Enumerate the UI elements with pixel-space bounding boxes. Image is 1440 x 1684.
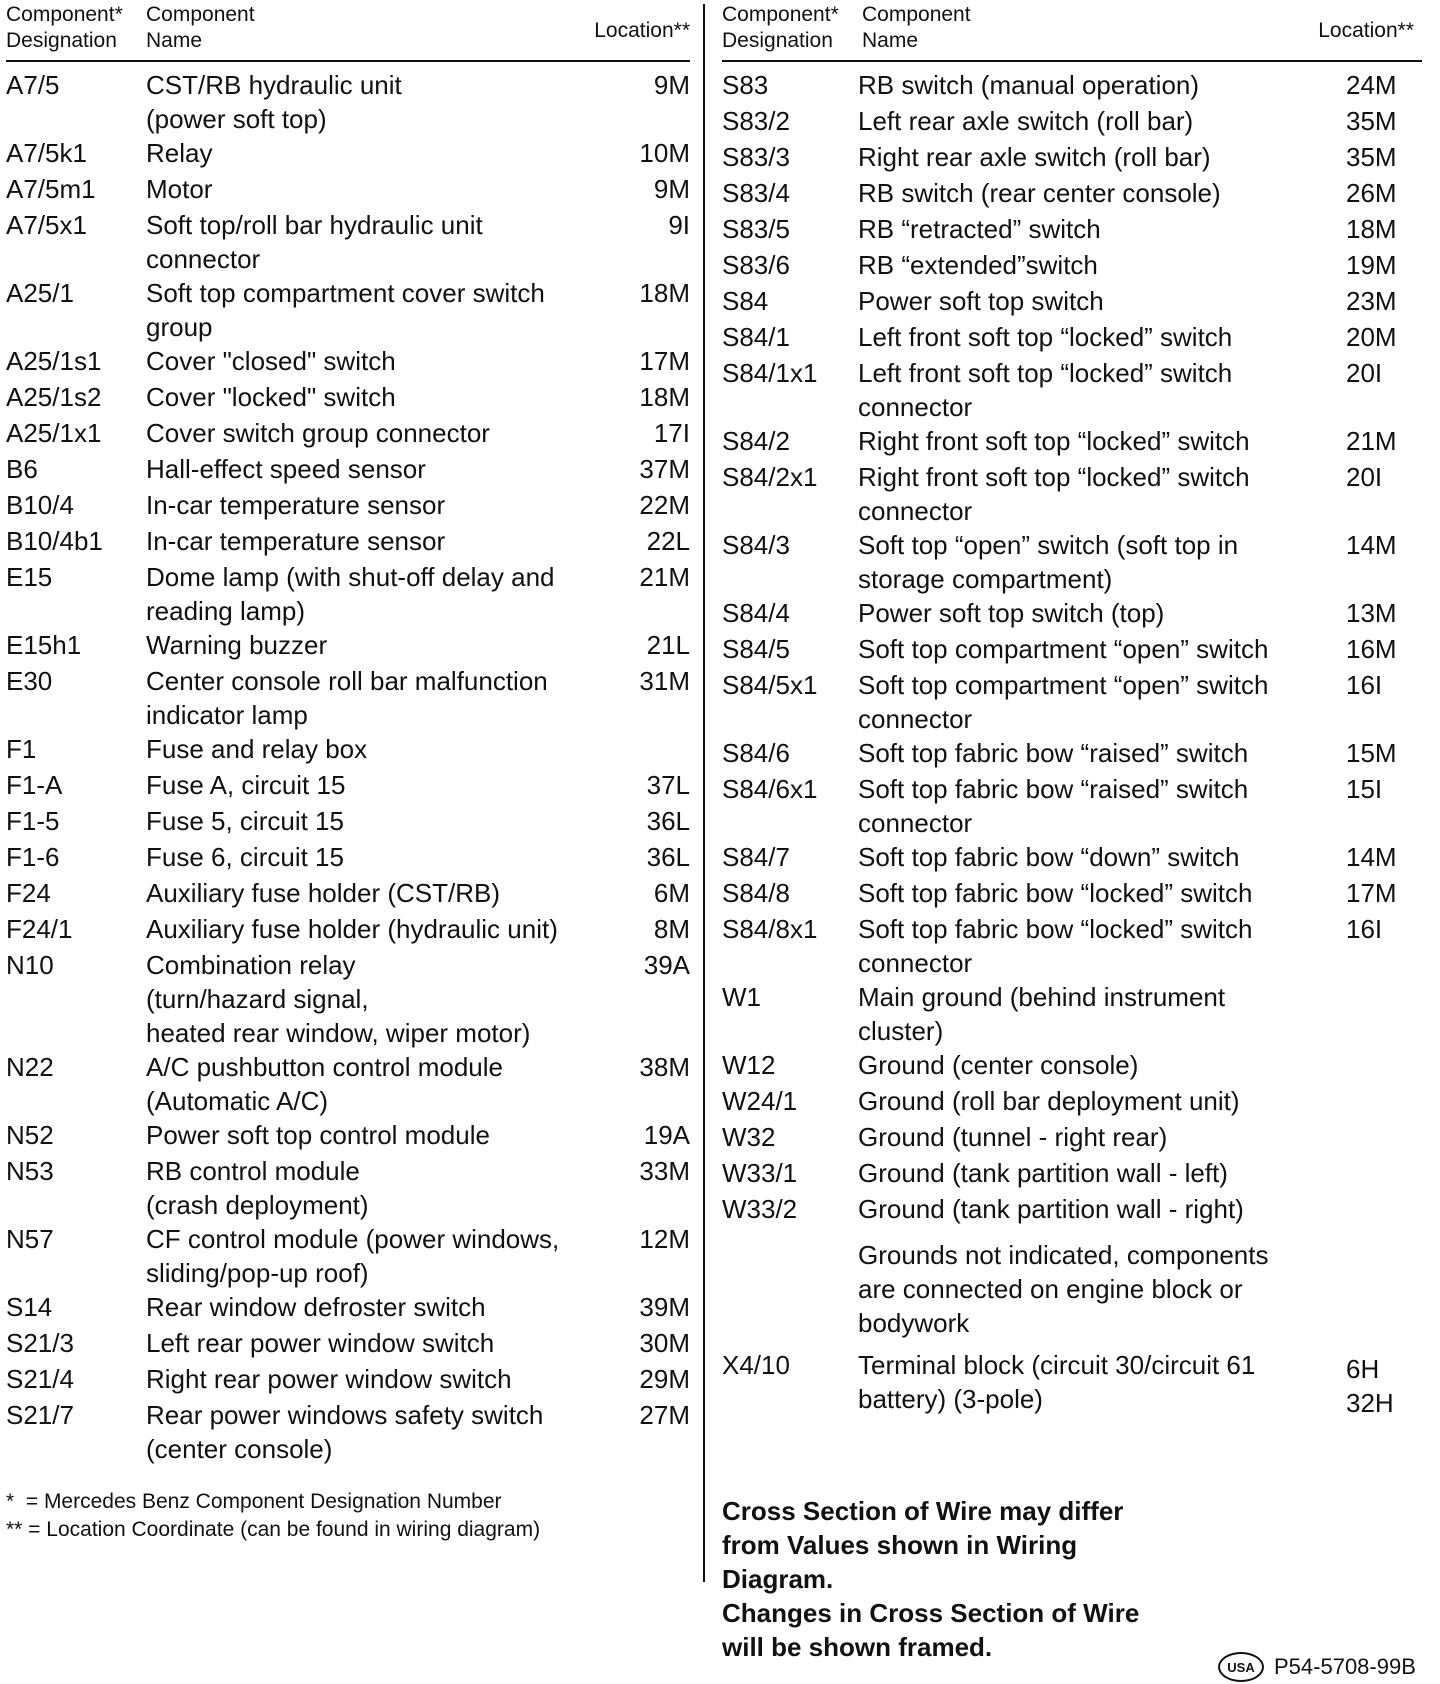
component-designation: S84/5 (722, 634, 790, 664)
component-name: Rear power windows safety switch (center console) (146, 1400, 544, 1464)
component-designation: A7/5 (6, 70, 60, 100)
component-location: 39M (639, 1292, 690, 1322)
component-name: Left rear axle switch (roll bar) (858, 106, 1194, 136)
component-location: 27M (639, 1400, 690, 1430)
component-name: Combination relay (turn/hazard signal, heated rear window, wiper motor) (146, 950, 531, 1048)
component-name: Center console roll bar malfunction indicator lamp (146, 666, 548, 730)
component-designation: B10/4 (6, 490, 74, 520)
table-row (6, 1290, 690, 1326)
table-row (722, 176, 1422, 212)
component-name: Ground (center console) (858, 1050, 1139, 1080)
component-designation: S84/2x1 (722, 462, 818, 492)
table-row (722, 772, 1422, 840)
component-location: 31M (639, 666, 690, 696)
note-paragraph-1: Cross Section of Wire may differ from Values shown in Wiring Diagram. (722, 1496, 1124, 1594)
component-location: 16I (1346, 914, 1383, 944)
component-name: Right front soft top “locked” switch (858, 426, 1250, 456)
component-designation: S84/5x1 (722, 670, 818, 700)
table-row (722, 1156, 1422, 1192)
component-designation: A25/1s1 (6, 346, 102, 376)
table-row (722, 212, 1422, 248)
left-column (6, 0, 690, 1544)
component-designation: W12 (722, 1050, 776, 1080)
component-location: 36L (646, 806, 690, 836)
component-designation: N53 (6, 1156, 54, 1186)
reference-code (1218, 1652, 1416, 1682)
component-designation: S84/2 (722, 426, 790, 456)
column-divider (703, 4, 705, 1582)
component-name: Cover "locked" switch (146, 382, 396, 412)
component-location: 24M (1346, 70, 1397, 100)
table-row (722, 424, 1422, 460)
component-designation: S83/4 (722, 178, 790, 208)
component-name: Cover switch group connector (146, 418, 490, 448)
component-location: 21M (1346, 426, 1397, 456)
component-designation: S83/2 (722, 106, 790, 136)
component-name: Relay (146, 138, 213, 168)
component-location: 14M (1346, 530, 1397, 560)
table-row (722, 1192, 1422, 1228)
component-name: Soft top fabric bow “raised” switch connector (858, 774, 1249, 838)
component-name: A/C pushbutton control module (Automatic A/C) (146, 1052, 503, 1116)
component-name: Left front soft top “locked” switch (858, 322, 1233, 352)
component-name: Auxiliary fuse holder (hydraulic unit) (146, 914, 558, 944)
table-row (722, 736, 1422, 772)
table-row (6, 1050, 690, 1118)
component-designation: S84/7 (722, 842, 790, 872)
component-designation: E30 (6, 666, 53, 696)
table-row (722, 668, 1422, 736)
footnotes (6, 1488, 690, 1544)
table-row (722, 980, 1422, 1048)
component-list-left (6, 62, 690, 1466)
component-location: 15M (1346, 738, 1397, 768)
component-location: 18M (1346, 214, 1397, 244)
component-designation: X4/10 (722, 1350, 790, 1380)
component-name: Soft top fabric bow “down” switch (858, 842, 1240, 872)
component-designation: S84/1 (722, 322, 790, 352)
component-location: 6H 32H (1346, 1354, 1394, 1418)
component-designation: A25/1x1 (6, 418, 102, 448)
component-name: Soft top/roll bar hydraulic unit connector (146, 210, 483, 274)
component-name: Fuse 6, circuit 15 (146, 842, 344, 872)
usa-badge: USA (1218, 1652, 1264, 1682)
table-row (6, 912, 690, 948)
component-designation: S84/6 (722, 738, 790, 768)
component-designation: S84/8 (722, 878, 790, 908)
header-location: Location** (594, 19, 690, 42)
component-name: Cover "closed" switch (146, 346, 396, 376)
table-row (6, 876, 690, 912)
component-name: Terminal block (circuit 30/circuit 61 battery) (3-pole) (858, 1350, 1256, 1414)
component-designation: A7/5k1 (6, 138, 87, 168)
component-list-right (722, 62, 1422, 1420)
component-location: 20I (1346, 358, 1383, 388)
component-name: Motor (146, 174, 213, 204)
table-row (722, 320, 1422, 356)
component-name: Ground (roll bar deployment unit) (858, 1086, 1240, 1116)
table-row (722, 1348, 1422, 1420)
component-designation: F1-6 (6, 842, 60, 872)
component-location: 23M (1346, 286, 1397, 316)
table-row (722, 356, 1422, 424)
component-location: 10M (639, 138, 690, 168)
component-designation: N22 (6, 1052, 54, 1082)
component-location: 9I (668, 210, 690, 240)
component-designation: W1 (722, 982, 761, 1012)
table-row (722, 840, 1422, 876)
component-designation: A25/1 (6, 278, 74, 308)
component-name: Dome lamp (with shut-off delay and reading lamp) (146, 562, 555, 626)
component-location: 39A (643, 950, 690, 980)
table-row (6, 1118, 690, 1154)
table-row (6, 768, 690, 804)
component-name: Soft top fabric bow “locked” switch connector (858, 914, 1253, 978)
component-location: 14M (1346, 842, 1397, 872)
ground-note-row (722, 1228, 1422, 1340)
component-name: Fuse and relay box (146, 734, 368, 764)
table-row (722, 140, 1422, 176)
component-location: 17M (639, 346, 690, 376)
component-designation: S84/4 (722, 598, 790, 628)
ground-note: Grounds not indicated, components are connected on engine block or bodywork (858, 1240, 1269, 1338)
component-designation: E15 (6, 562, 53, 592)
table-row (6, 136, 690, 172)
footnote-location: ** = Location Coordinate (can be found in wiring diagram) (6, 1518, 541, 1541)
component-designation: A7/5x1 (6, 210, 87, 240)
component-designation: S83/3 (722, 142, 790, 172)
table-row (6, 664, 690, 732)
component-designation: S21/3 (6, 1328, 74, 1358)
table-row (6, 488, 690, 524)
wire-cross-section-note (722, 1494, 1242, 1664)
component-name: Right rear power window switch (146, 1364, 512, 1394)
component-location: 38M (639, 1052, 690, 1082)
component-location: 12M (639, 1224, 690, 1254)
component-name: Ground (tank partition wall - right) (858, 1194, 1244, 1224)
table-row (6, 416, 690, 452)
table-row (722, 632, 1422, 668)
component-name: Fuse 5, circuit 15 (146, 806, 344, 836)
table-row (722, 248, 1422, 284)
component-location: 20I (1346, 462, 1383, 492)
component-location: 33M (639, 1156, 690, 1186)
table-row (6, 172, 690, 208)
component-designation: W33/1 (722, 1158, 798, 1188)
component-designation: S83/6 (722, 250, 790, 280)
component-name: Soft top “open” switch (soft top in storage compartment) (858, 530, 1239, 594)
component-name: Power soft top switch (858, 286, 1104, 316)
component-name: Ground (tank partition wall - left) (858, 1158, 1228, 1188)
table-row (6, 1154, 690, 1222)
table-row (6, 1326, 690, 1362)
component-location: 17I (653, 418, 690, 448)
component-location: 16I (1346, 670, 1383, 700)
table-row (6, 208, 690, 276)
component-designation: B6 (6, 454, 38, 484)
component-name: In-car temperature sensor (146, 490, 446, 520)
component-designation: S21/4 (6, 1364, 74, 1394)
table-row (6, 804, 690, 840)
header-designation: Component* Designation (722, 3, 839, 52)
component-designation: A25/1s2 (6, 382, 102, 412)
component-name: RB control module (crash deployment) (146, 1156, 369, 1220)
component-designation: W24/1 (722, 1086, 798, 1116)
component-location: 13M (1346, 598, 1397, 628)
figure-number: P54-5708-99B (1274, 1654, 1416, 1679)
table-row (722, 104, 1422, 140)
table-row (722, 596, 1422, 632)
component-location: 19M (1346, 250, 1397, 280)
component-location: 22M (639, 490, 690, 520)
component-name: Soft top compartment cover switch group (146, 278, 545, 342)
component-designation: F1-A (6, 770, 63, 800)
table-row (6, 840, 690, 876)
component-location: 37L (646, 770, 690, 800)
component-name: RB “extended”switch (858, 250, 1098, 280)
table-row (722, 528, 1422, 596)
component-name: Soft top compartment “open” switch connector (858, 670, 1269, 734)
component-designation: F24/1 (6, 914, 73, 944)
table-row (722, 460, 1422, 528)
component-designation: W32 (722, 1122, 776, 1152)
table-header-right (722, 0, 1422, 62)
component-location: 15I (1346, 774, 1383, 804)
component-designation: B10/4b1 (6, 526, 103, 556)
component-location: 35M (1346, 142, 1397, 172)
component-name: Main ground (behind instrument cluster) (858, 982, 1226, 1046)
table-row (6, 560, 690, 628)
component-name: CST/RB hydraulic unit (power soft top) (146, 70, 402, 134)
component-location: 26M (1346, 178, 1397, 208)
table-row (6, 1362, 690, 1398)
table-row (6, 452, 690, 488)
table-row (6, 380, 690, 416)
component-designation: A7/5m1 (6, 174, 96, 204)
note-paragraph-2: Changes in Cross Section of Wire will be shown framed. (722, 1598, 1140, 1662)
table-row (722, 1048, 1422, 1084)
component-name: Soft top fabric bow “raised” switch (858, 738, 1249, 768)
component-name: Right rear axle switch (roll bar) (858, 142, 1211, 172)
table-row (6, 1398, 690, 1466)
component-name: Soft top compartment “open” switch (858, 634, 1269, 664)
component-name: Power soft top control module (146, 1120, 490, 1150)
component-name: RB switch (rear center console) (858, 178, 1221, 208)
component-location: 16M (1346, 634, 1397, 664)
table-row (722, 912, 1422, 980)
component-location: 30M (639, 1328, 690, 1358)
component-location: 37M (639, 454, 690, 484)
component-location: 9M (653, 70, 690, 100)
component-name: Ground (tunnel - right rear) (858, 1122, 1168, 1152)
table-header-left (6, 0, 690, 62)
component-name: Rear window defroster switch (146, 1292, 486, 1322)
component-designation: N52 (6, 1120, 54, 1150)
component-location: 20M (1346, 322, 1397, 352)
component-name: Auxiliary fuse holder (CST/RB) (146, 878, 500, 908)
component-name: Hall-effect speed sensor (146, 454, 426, 484)
component-name: CF control module (power windows, sliding/pop-up roof) (146, 1224, 560, 1288)
component-location: 35M (1346, 106, 1397, 136)
header-name: Component Name (862, 3, 971, 52)
footnote-designation: * = Mercedes Benz Component Designation Number (6, 1490, 502, 1513)
component-location: 6M (653, 878, 690, 908)
component-name: Right front soft top “locked” switch connector (858, 462, 1250, 526)
component-name: Left front soft top “locked” switch connector (858, 358, 1233, 422)
table-row (722, 876, 1422, 912)
component-name: RB “retracted” switch (858, 214, 1101, 244)
component-designation: N57 (6, 1224, 54, 1254)
table-row (6, 276, 690, 344)
component-location: 21M (639, 562, 690, 592)
component-name: In-car temperature sensor (146, 526, 446, 556)
table-row (6, 344, 690, 380)
component-location: 19A (643, 1120, 690, 1150)
component-designation: S84/8x1 (722, 914, 818, 944)
component-location: 18M (639, 278, 690, 308)
component-designation: S84/6x1 (722, 774, 818, 804)
component-location: 22L (646, 526, 690, 556)
component-name: Soft top fabric bow “locked” switch (858, 878, 1253, 908)
component-name: RB switch (manual operation) (858, 70, 1200, 100)
component-location: 8M (653, 914, 690, 944)
table-row (722, 1084, 1422, 1120)
component-designation: E15h1 (6, 630, 82, 660)
table-row (6, 68, 690, 136)
table-row (6, 628, 690, 664)
component-designation: S84/1x1 (722, 358, 818, 388)
table-row (6, 524, 690, 560)
component-designation: S83/5 (722, 214, 790, 244)
table-row (6, 948, 690, 1050)
table-row (722, 1120, 1422, 1156)
header-name: Component Name (146, 3, 255, 52)
component-designation: F24 (6, 878, 51, 908)
component-location: 18M (639, 382, 690, 412)
component-designation: S84/3 (722, 530, 790, 560)
component-location: 9M (653, 174, 690, 204)
table-row (6, 732, 690, 768)
component-designation: F1 (6, 734, 37, 764)
component-name: Fuse A, circuit 15 (146, 770, 346, 800)
component-designation: F1-5 (6, 806, 60, 836)
component-name: Power soft top switch (top) (858, 598, 1165, 628)
component-location: 21L (646, 630, 690, 660)
component-location: 29M (639, 1364, 690, 1394)
header-designation: Component* Designation (6, 3, 123, 52)
component-location: 36L (646, 842, 690, 872)
table-row (722, 68, 1422, 104)
component-designation: S83 (722, 70, 769, 100)
component-designation: W33/2 (722, 1194, 798, 1224)
right-column (722, 0, 1422, 1420)
component-name: Left rear power window switch (146, 1328, 495, 1358)
header-location: Location** (1318, 19, 1414, 42)
component-designation: N10 (6, 950, 54, 980)
component-designation: S14 (6, 1292, 53, 1322)
component-designation: S21/7 (6, 1400, 74, 1430)
table-row (6, 1222, 690, 1290)
table-row (722, 284, 1422, 320)
component-name: Warning buzzer (146, 630, 328, 660)
component-designation: S84 (722, 286, 769, 316)
component-location: 17M (1346, 878, 1397, 908)
